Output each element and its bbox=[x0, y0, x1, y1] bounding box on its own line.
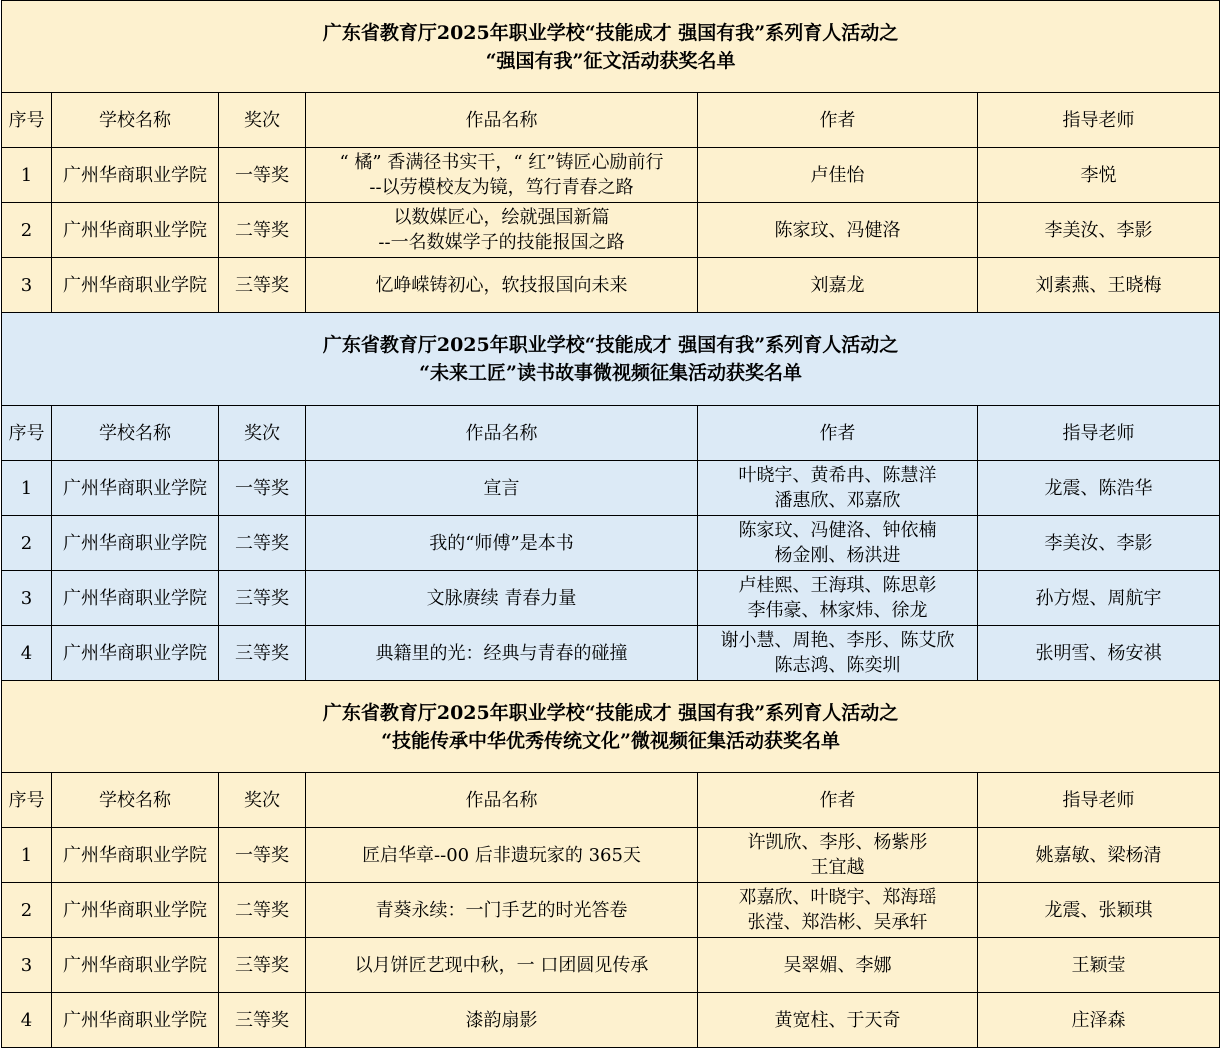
table-row bbox=[2, 828, 1220, 883]
instructors: 姚嘉敏、梁杨清 bbox=[978, 828, 1220, 883]
authors bbox=[698, 828, 978, 883]
work-title-line: 忆峥嵘铸初心，软技报国向未来 bbox=[375, 274, 628, 296]
work-title-line: 以数媒匠心，绘就强国新篇 bbox=[393, 207, 610, 228]
table-row bbox=[2, 571, 1220, 626]
award-level: 一等奖 bbox=[219, 461, 306, 516]
school-name: 广州华商职业学院 bbox=[52, 203, 219, 258]
work-title-line: 文脉赓续 青春力量 bbox=[426, 587, 577, 609]
work-title bbox=[306, 258, 698, 313]
column-header: 作品名称 bbox=[306, 406, 698, 461]
school-name: 广州华商职业学院 bbox=[52, 516, 219, 571]
school-name: 广州华商职业学院 bbox=[52, 883, 219, 938]
authors bbox=[698, 571, 978, 626]
authors bbox=[698, 626, 978, 681]
instructors: 孙方煜、周航宇 bbox=[978, 571, 1220, 626]
table-row bbox=[2, 993, 1220, 1048]
work-title-line: --一名数媒学子的技能报国之路 bbox=[378, 232, 625, 253]
header-row bbox=[2, 93, 1220, 148]
work-title-line: 漆韵扇影 bbox=[465, 1009, 538, 1031]
section-title-row bbox=[2, 681, 1220, 773]
work-title-line: 宣言 bbox=[483, 477, 520, 499]
column-header: 指导老师 bbox=[978, 773, 1220, 828]
section-title bbox=[2, 681, 1220, 773]
authors-line: 卢佳怡 bbox=[810, 164, 865, 186]
work-title bbox=[306, 203, 698, 258]
section-title-line: 广东省教育厅2025年职业学校“技能成才 强国有我”系列育人活动之 bbox=[322, 21, 899, 44]
authors bbox=[698, 148, 978, 203]
authors-line: 邓嘉欣、叶晓宇、郑海瑶 bbox=[738, 887, 937, 908]
work-title-line: 青葵永续：一门手艺的时光答卷 bbox=[375, 899, 628, 921]
section-title-line: 广东省教育厅2025年职业学校“技能成才 强国有我”系列育人活动之 bbox=[322, 334, 899, 356]
work-title-line: --以劳模校友为镜，笃行青春之路 bbox=[369, 177, 634, 198]
instructors: 李美汝、李影 bbox=[978, 203, 1220, 258]
table-row bbox=[2, 203, 1220, 258]
row-number: 1 bbox=[2, 461, 52, 516]
work-title bbox=[306, 571, 698, 626]
column-header: 学校名称 bbox=[52, 406, 219, 461]
row-number: 4 bbox=[2, 626, 52, 681]
authors-line: 卢桂熙、王海琪、陈思彰 bbox=[738, 575, 937, 596]
school-name: 广州华商职业学院 bbox=[52, 461, 219, 516]
section-title-row bbox=[2, 313, 1220, 406]
work-title bbox=[306, 461, 698, 516]
row-number: 2 bbox=[2, 203, 52, 258]
award-level: 三等奖 bbox=[219, 938, 306, 993]
school-name: 广州华商职业学院 bbox=[52, 148, 219, 203]
school-name: 广州华商职业学院 bbox=[52, 571, 219, 626]
awards-table bbox=[1, 0, 1220, 1048]
row-number: 1 bbox=[2, 148, 52, 203]
work-title-line: 典籍里的光：经典与青春的碰撞 bbox=[375, 642, 628, 664]
school-name: 广州华商职业学院 bbox=[52, 993, 219, 1048]
column-header: 作品名称 bbox=[306, 773, 698, 828]
authors bbox=[698, 516, 978, 571]
row-number: 2 bbox=[2, 516, 52, 571]
school-name: 广州华商职业学院 bbox=[52, 626, 219, 681]
row-number: 4 bbox=[2, 993, 52, 1048]
authors-line: 谢小慧、周艳、李彤、陈艾欣 bbox=[720, 630, 955, 651]
instructors: 刘素燕、王晓梅 bbox=[978, 258, 1220, 313]
column-header: 作者 bbox=[698, 406, 978, 461]
section-title-row bbox=[2, 1, 1220, 93]
authors-line: 许凯欣、李彤、杨紫彤 bbox=[747, 832, 928, 853]
authors bbox=[698, 938, 978, 993]
school-name: 广州华商职业学院 bbox=[52, 828, 219, 883]
school-name: 广州华商职业学院 bbox=[52, 938, 219, 993]
work-title-line: 我的“师傅”是本书 bbox=[429, 532, 574, 554]
row-number: 1 bbox=[2, 828, 52, 883]
column-header: 作品名称 bbox=[306, 93, 698, 148]
authors bbox=[698, 203, 978, 258]
table-row bbox=[2, 258, 1220, 313]
instructors: 李悦 bbox=[978, 148, 1220, 203]
section-title-line: “技能传承中华优秀传统文化”微视频征集活动获奖名单 bbox=[381, 729, 840, 752]
work-title bbox=[306, 626, 698, 681]
authors bbox=[698, 993, 978, 1048]
row-number: 3 bbox=[2, 258, 52, 313]
authors-line: 吴翠媚、李娜 bbox=[783, 954, 892, 976]
authors-line: 陈家玟、冯健洛 bbox=[774, 219, 901, 241]
header-row bbox=[2, 773, 1220, 828]
awards-table-body bbox=[2, 1, 1220, 1048]
work-title bbox=[306, 993, 698, 1048]
section-title-line: “强国有我”征文活动获奖名单 bbox=[485, 49, 736, 72]
row-number: 3 bbox=[2, 938, 52, 993]
section-title-line: 广东省教育厅2025年职业学校“技能成才 强国有我”系列育人活动之 bbox=[322, 701, 899, 724]
authors-line: 张滢、郑浩彬、吴承轩 bbox=[747, 912, 928, 933]
award-level: 二等奖 bbox=[219, 516, 306, 571]
work-title bbox=[306, 938, 698, 993]
instructors: 李美汝、李影 bbox=[978, 516, 1220, 571]
authors-line: 陈家玟、冯健洛、钟依楠 bbox=[738, 520, 937, 541]
instructors: 王颖莹 bbox=[978, 938, 1220, 993]
column-header: 奖次 bbox=[219, 773, 306, 828]
section-title-line: “未来工匠”读书故事微视频征集活动获奖名单 bbox=[419, 362, 802, 384]
table-row bbox=[2, 883, 1220, 938]
header-row bbox=[2, 406, 1220, 461]
column-header: 奖次 bbox=[219, 93, 306, 148]
work-title-line: “ 橘” 香满径书实干，“ 红”铸匠心励前行 bbox=[339, 152, 664, 173]
row-number: 3 bbox=[2, 571, 52, 626]
column-header: 序号 bbox=[2, 773, 52, 828]
authors-line: 潘惠欣、邓嘉欣 bbox=[774, 490, 901, 511]
column-header: 学校名称 bbox=[52, 93, 219, 148]
column-header: 指导老师 bbox=[978, 406, 1220, 461]
instructors: 龙震、陈浩华 bbox=[978, 461, 1220, 516]
work-title bbox=[306, 148, 698, 203]
award-level: 三等奖 bbox=[219, 993, 306, 1048]
award-level: 三等奖 bbox=[219, 258, 306, 313]
table-row bbox=[2, 461, 1220, 516]
authors-line: 王宜越 bbox=[810, 857, 865, 878]
award-level: 一等奖 bbox=[219, 148, 306, 203]
section-title bbox=[2, 313, 1220, 406]
award-level: 三等奖 bbox=[219, 626, 306, 681]
section-title bbox=[2, 1, 1220, 93]
instructors: 龙震、张颖琪 bbox=[978, 883, 1220, 938]
column-header: 作者 bbox=[698, 773, 978, 828]
table-row bbox=[2, 938, 1220, 993]
authors-line: 李伟豪、林家炜、徐龙 bbox=[747, 600, 928, 621]
authors-line: 杨金刚、杨洪进 bbox=[774, 545, 901, 566]
table-row bbox=[2, 516, 1220, 571]
column-header: 序号 bbox=[2, 406, 52, 461]
authors-line: 陈志鸿、陈奕圳 bbox=[774, 655, 901, 676]
school-name: 广州华商职业学院 bbox=[52, 258, 219, 313]
column-header: 序号 bbox=[2, 93, 52, 148]
authors-line: 黄宽柱、于天奇 bbox=[774, 1009, 901, 1031]
instructors: 张明雪、杨安祺 bbox=[978, 626, 1220, 681]
award-level: 二等奖 bbox=[219, 883, 306, 938]
work-title bbox=[306, 516, 698, 571]
row-number: 2 bbox=[2, 883, 52, 938]
table-row bbox=[2, 148, 1220, 203]
authors bbox=[698, 461, 978, 516]
award-level: 二等奖 bbox=[219, 203, 306, 258]
authors bbox=[698, 883, 978, 938]
column-header: 学校名称 bbox=[52, 773, 219, 828]
award-level: 三等奖 bbox=[219, 571, 306, 626]
column-header: 奖次 bbox=[219, 406, 306, 461]
authors bbox=[698, 258, 978, 313]
column-header: 指导老师 bbox=[978, 93, 1220, 148]
work-title bbox=[306, 883, 698, 938]
column-header: 作者 bbox=[698, 93, 978, 148]
award-level: 一等奖 bbox=[219, 828, 306, 883]
work-title-line: 以月饼匠艺现中秋，一 口团圆见传承 bbox=[354, 954, 649, 976]
work-title bbox=[306, 828, 698, 883]
work-title-line: 匠启华章--00 后非遗玩家的 365天 bbox=[362, 844, 641, 866]
instructors: 庄泽森 bbox=[978, 993, 1220, 1048]
authors-line: 叶晓宇、黄希冉、陈慧洋 bbox=[738, 465, 937, 486]
table-row bbox=[2, 626, 1220, 681]
authors-line: 刘嘉龙 bbox=[810, 274, 865, 296]
